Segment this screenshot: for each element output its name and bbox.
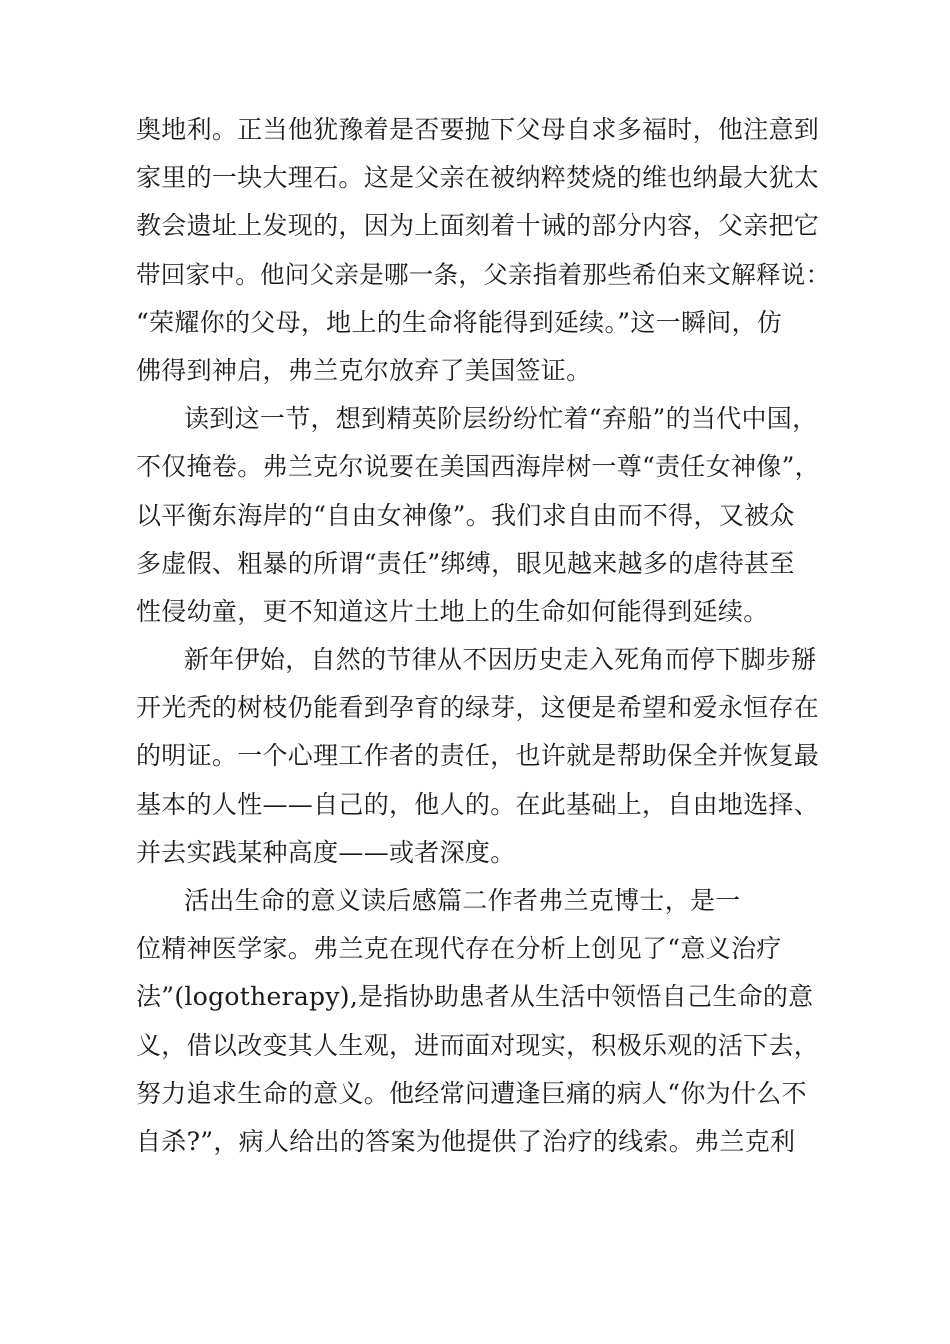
text-line: “荣耀你的父母，地上的生命将能得到延续。”这一瞬间，仿 (136, 307, 783, 337)
text-line: 以平衡东海岸的“自由女神像”。我们求自由而不得，又被众 (136, 500, 795, 530)
text-line: 基本的人性——自己的，他人的。在此基础上，自由地选择、 (136, 789, 820, 819)
body-text (136, 106, 836, 1166)
text-line: 性侵幼童，更不知道这片土地上的生命如何能得到延续。 (136, 596, 769, 626)
text-line: 的明证。一个心理工作者的责任，也许就是帮助保全并恢复最 (136, 741, 820, 771)
text-line: 家里的一块大理石。这是父亲在被纳粹焚烧的维也纳最大犹太 (136, 163, 820, 193)
text-line: 并去实践某种高度——或者深度。 (136, 837, 516, 867)
text-line: 法”(logotherapy),是指协助患者从生活中领悟自己生命的意 (136, 982, 814, 1012)
text-line: 活出生命的意义读后感篇二作者弗兰克博士，是一 (184, 886, 741, 915)
text-line: 多虚假、粗暴的所谓“责任”绑缚，眼见越来越多的虐待甚至 (136, 548, 795, 578)
text-line: 佛得到神启，弗兰克尔放弃了美国签证。 (136, 355, 592, 385)
text-line: 开光秃的树枝仍能看到孕育的绿芽，这便是希望和爱永恒存在 (136, 693, 820, 723)
text-line: 不仅掩卷。弗兰克尔说要在美国西海岸树一尊“责任女神像”， (136, 452, 820, 482)
text-line: 教会遗址上发现的，因为上面刻着十诫的部分内容，父亲把它 (136, 211, 820, 241)
text-line: 努力追求生命的意义。他经常问遭逢巨痛的病人“你为什么不 (136, 1078, 807, 1108)
text-line: 读到这一节，想到精英阶层纷纷忙着“弃船”的当代中国， (184, 404, 818, 434)
text-line: 义，借以改变其人生观，进而面对现实，积极乐观的活下去， (136, 1030, 820, 1060)
text-line: 自杀?”，病人给出的答案为他提供了治疗的线索。弗兰克利 (136, 1126, 796, 1156)
text-line: 奥地利。正当他犹豫着是否要抛下父母自求多福时，他注意到 (136, 115, 820, 144)
text-line: 位精神医学家。弗兰克在现代存在分析上创见了“意义治疗 (136, 934, 782, 964)
text-line: 新年伊始，自然的节律从不因历史走入死角而停下脚步掰 (184, 645, 817, 675)
text-line: 带回家中。他问父亲是哪一条，父亲指着那些希伯来文解释说： (136, 259, 831, 289)
